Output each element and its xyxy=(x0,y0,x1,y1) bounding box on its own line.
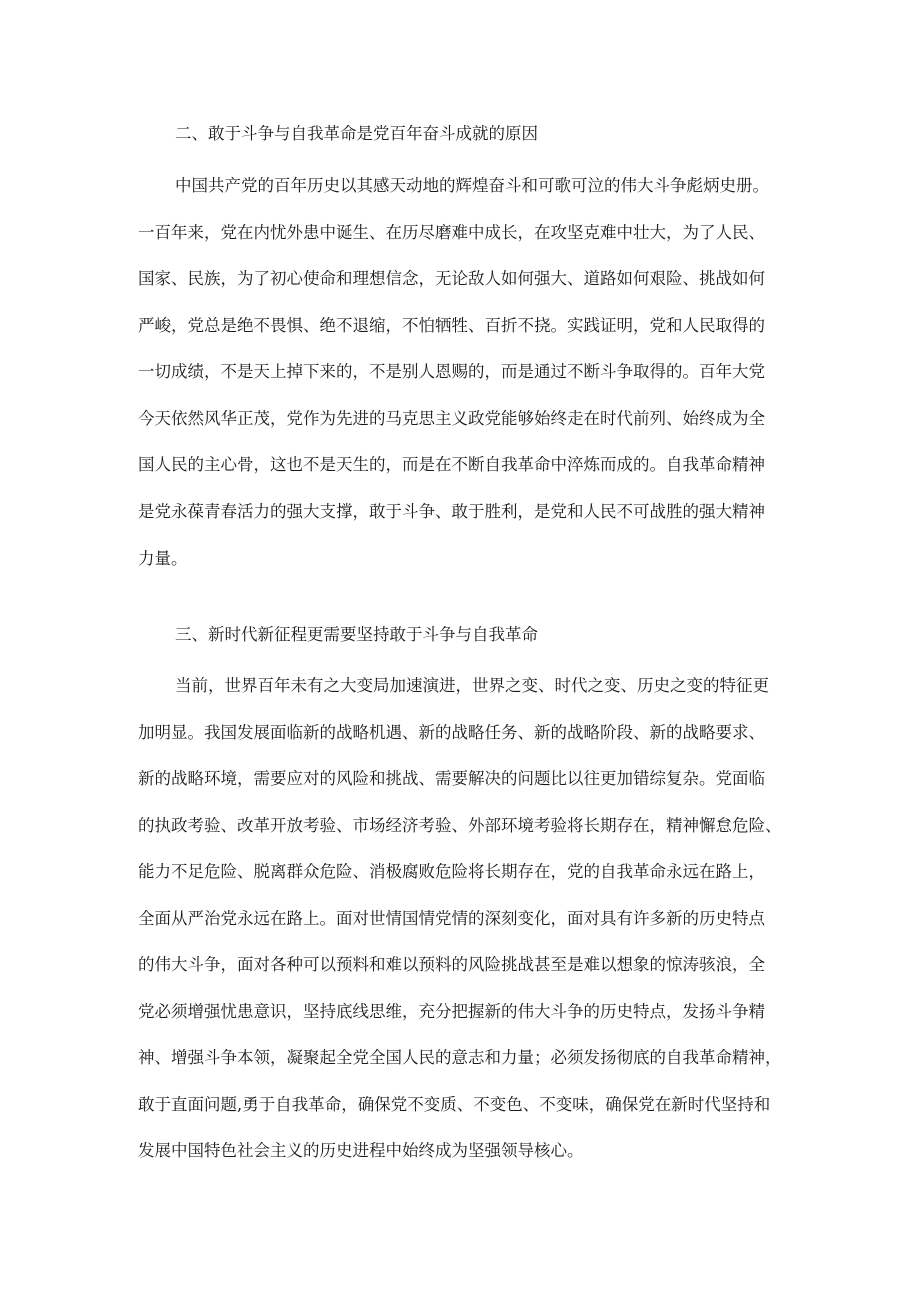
section-2-line: 中国共产党的百年历史以其感天动地的辉煌奋斗和可歌可泣的伟大斗争彪炳史册。 xyxy=(175,176,769,195)
section-2-line: 力量。 xyxy=(138,549,188,568)
section-3-line: 当前，世界百年未有之大变局加速演进，世界之变、时代之变、历史之变的特征更 xyxy=(175,676,769,695)
section-2-line: 是党永葆青春活力的强大支撑，敢于斗争、敢于胜利，是党和人民不可战胜的强大精神 xyxy=(138,502,765,521)
section-2-line: 今天依然风华正茂，党作为先进的马克思主义政党能够始终走在时代前列、始终成为全 xyxy=(138,409,765,428)
section-3-line: 党必须增强忧患意识，坚持底线思维，充分把握新的伟大斗争的历史特点，发扬斗争精 xyxy=(138,1002,765,1021)
section-3-line: 神、增强斗争本领，凝聚起全党全国人民的意志和力量；必须发扬彻底的自我革命精神， xyxy=(138,1048,782,1067)
section-3-line: 的伟大斗争，面对各种可以预料和难以预料的风险挑战甚至是难以想象的惊涛骇浪，全 xyxy=(138,955,765,974)
section-3-line: 发展中国特色社会主义的历史进程中始终成为坚强领导核心。 xyxy=(138,1141,584,1160)
section-2-line: 国人民的主心骨，这也不是天生的，而是在不断自我革命中淬炼而成的。自我革命精神 xyxy=(138,455,765,474)
section-3-line: 能力不足危险、脱离群众危险、消极腐败危险将长期存在，党的自我革命永远在路上， xyxy=(138,862,765,881)
section-3-line: 加明显。我国发展面临新的战略机遇、新的战略任务、新的战略阶段、新的战略要求、 xyxy=(138,723,765,742)
section-3-line: 全面从严治党永远在路上。面对世情国情党情的深刻变化，面对具有许多新的历史特点 xyxy=(138,909,765,928)
section-3-line: 的执政考验、改革开放考验、市场经济考验、外部环境考验将长期存在，精神懈怠危险、 xyxy=(138,816,782,835)
section-3-line: 敢于直面问题,勇于自我革命，确保党不变质、不变色、不变味，确保党在新时代坚持和 xyxy=(138,1095,771,1114)
section-2-line: 国家、民族，为了初心使命和理想信念，无论敌人如何强大、道路如何艰险、挑战如何 xyxy=(138,269,765,288)
section-2-line: 一百年来，党在内忧外患中诞生、在历尽磨难中成长，在攻坚克难中壮大，为了人民、 xyxy=(138,223,765,242)
section-2-line: 严峻，党总是绝不畏惧、绝不退缩，不怕牺牲、百折不挠。实践证明，党和人民取得的 xyxy=(138,316,765,335)
section-3-heading: 三、新时代新征程更需要坚持敢于斗争与自我革命 xyxy=(175,625,538,644)
section-2-heading: 二、敢于斗争与自我革命是党百年奋斗成就的原因 xyxy=(175,124,538,143)
section-2-line: 一切成绩，不是天上掉下来的，不是别人恩赐的，而是通过不断斗争取得的。百年大党 xyxy=(138,362,765,381)
section-3-line: 新的战略环境，需要应对的风险和挑战、需要解决的问题比以往更加错综复杂。党面临 xyxy=(138,769,765,788)
